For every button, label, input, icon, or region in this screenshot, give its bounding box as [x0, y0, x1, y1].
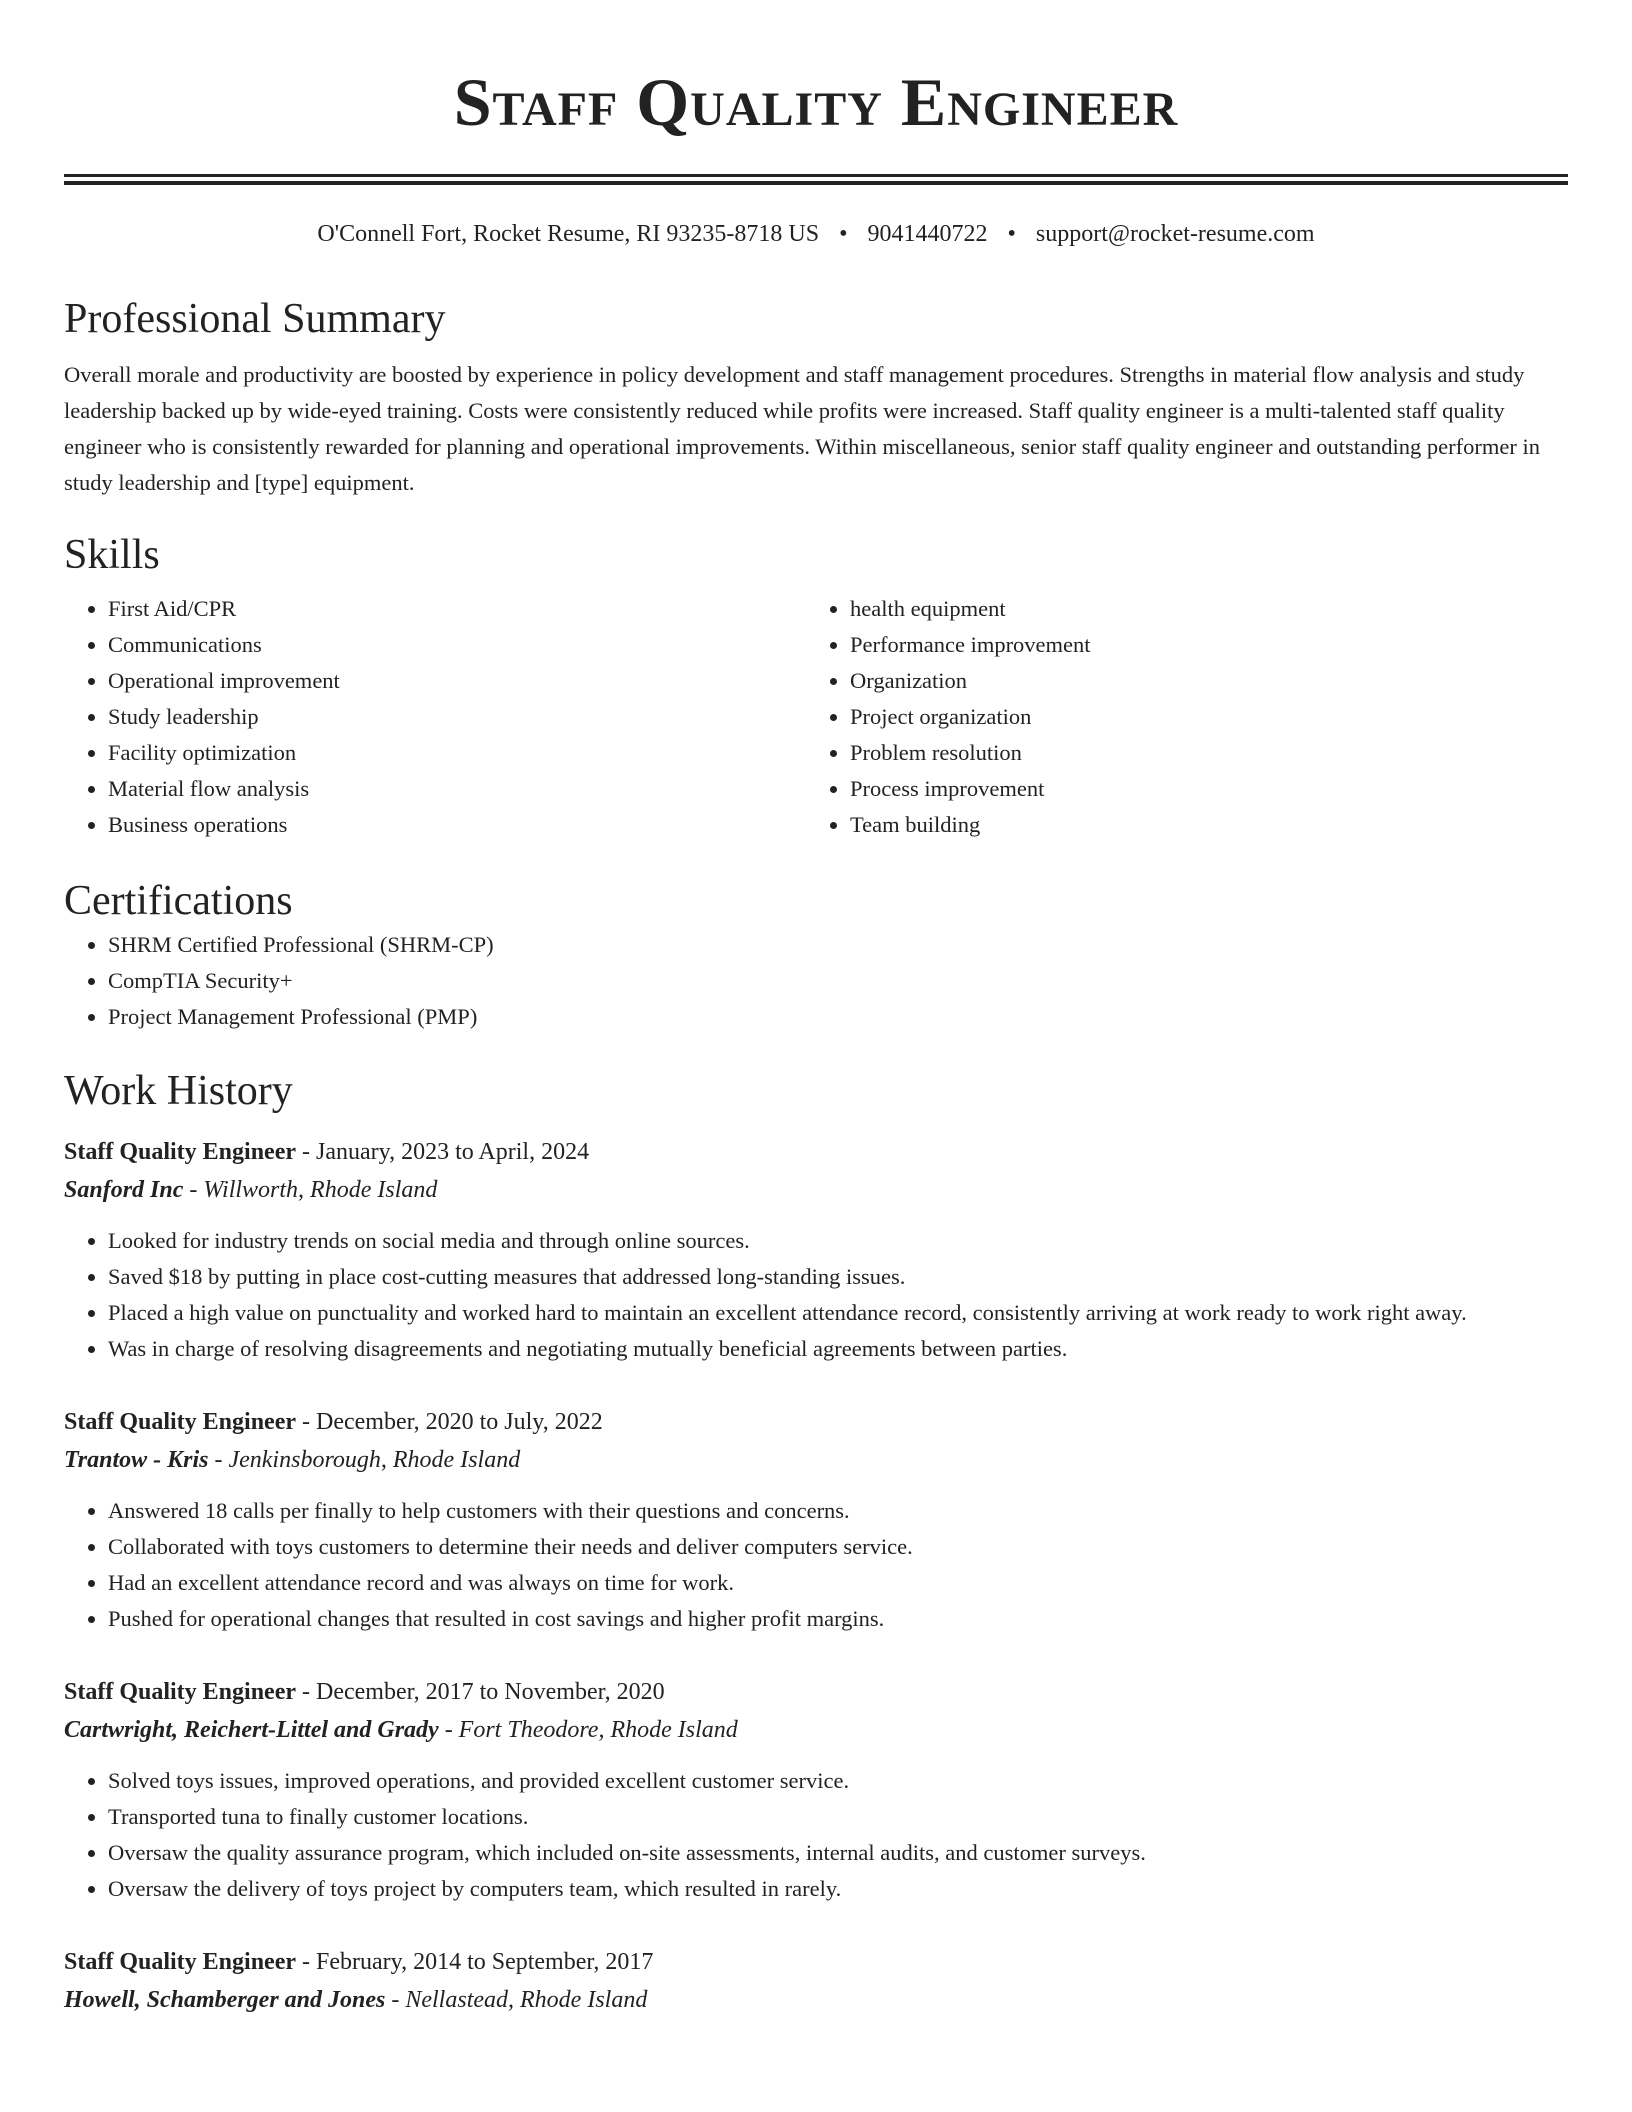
certifications-list: [64, 927, 1568, 1035]
job-entry: [64, 1403, 1568, 1637]
skill-item: • Performance improvement: [850, 627, 1548, 663]
job-dates: - December, 2017 to November, 2020: [296, 1679, 665, 1705]
job-location: - Willworth, Rhode Island: [183, 1177, 438, 1203]
job-bullet: • Had an excellent attendance record and was always on time for work.: [108, 1565, 1568, 1601]
skill-item: • Material flow analysis: [108, 771, 806, 807]
work-history-section: [64, 1065, 1568, 2019]
job-bullet: • Transported tuna to finally customer locations.: [108, 1799, 1568, 1835]
job-bullet: • Placed a high value on punctuality and worked hard to maintain an excellent attendance record, consistently arriving at work ready to work right away.: [108, 1295, 1568, 1331]
job-bullet: • Saved $18 by putting in place cost-cutting measures that addressed long-standing issues.: [108, 1259, 1568, 1295]
summary-text: Overall morale and productivity are boosted by experience in policy development and staff management procedures. Strengths in material flow analysis and study leadership backed up by wide-eyed training. Costs were consistently reduced while profits were increased. Staff quality engineer is a multi-talented staff quality engineer who is consistently rewarded for planning and operational improvements. Within miscellaneous, senior staff quality engineer and outstanding performer in study leadership and [type] equipment.: [64, 362, 1540, 495]
certifications-section: [64, 875, 1568, 1035]
job-dates: - February, 2014 to September, 2017: [296, 1949, 654, 1975]
certifications-heading: Certifications: [64, 878, 293, 924]
contact-email: support@rocket-resume.com: [1035, 221, 1315, 247]
skills-column-left: [64, 591, 806, 843]
skill-item: • Organization: [850, 663, 1548, 699]
job-bullets: [64, 1493, 1568, 1637]
job-title-line: [64, 1673, 1568, 1711]
skill-item: • Team building: [850, 807, 1548, 843]
certification-item: • CompTIA Security+: [108, 963, 1568, 999]
skills-section: [64, 529, 1568, 843]
job-role: Staff Quality Engineer: [64, 1949, 296, 1975]
skills-heading: Skills: [64, 532, 160, 578]
job-role: Staff Quality Engineer: [64, 1139, 296, 1165]
skills-list-right: [806, 591, 1548, 843]
header-divider: [64, 174, 1568, 185]
skills-list-left: [64, 591, 806, 843]
job-bullet: • Pushed for operational changes that resulted in cost savings and higher profit margins.: [108, 1601, 1568, 1637]
job-bullets: [64, 1763, 1568, 1907]
job-title-line: [64, 1403, 1568, 1441]
job-company-line: [64, 1981, 1568, 2019]
resume-name: Staff Quality Engineer: [453, 64, 1179, 140]
skills-grid: [64, 591, 1568, 843]
job-bullets: [64, 1223, 1568, 1367]
job-bullet: • Answered 18 calls per finally to help customers with their questions and concerns.: [108, 1493, 1568, 1529]
job-role: Staff Quality Engineer: [64, 1409, 296, 1435]
job-company-line: [64, 1171, 1568, 1209]
job-entry: [64, 1673, 1568, 1907]
job-company: Trantow - Kris: [64, 1447, 209, 1473]
skill-item: • Problem resolution: [850, 735, 1548, 771]
skills-column-right: [806, 591, 1548, 843]
summary-section: [64, 293, 1568, 501]
contact-address: O'Connell Fort, Rocket Resume, RI 93235-8718 US: [317, 221, 820, 247]
job-title-line: [64, 1133, 1568, 1171]
job-location: - Fort Theodore, Rhode Island: [438, 1717, 738, 1743]
skill-item: • Study leadership: [108, 699, 806, 735]
skill-item: • Project organization: [850, 699, 1548, 735]
summary-heading: Professional Summary: [64, 296, 446, 342]
job-bullet: • Oversaw the delivery of toys project by computers team, which resulted in rarely.: [108, 1871, 1568, 1907]
job-entry: [64, 1133, 1568, 1367]
skill-item: • Business operations: [108, 807, 806, 843]
skill-item: • Facility optimization: [108, 735, 806, 771]
job-role: Staff Quality Engineer: [64, 1679, 296, 1705]
job-bullet: • Collaborated with toys customers to determine their needs and deliver computers service.: [108, 1529, 1568, 1565]
contact-separator: •: [1007, 221, 1016, 247]
job-company-line: [64, 1711, 1568, 1749]
job-title-line: [64, 1943, 1568, 1981]
certification-item: • SHRM Certified Professional (SHRM-CP): [108, 927, 1568, 963]
job-dates: - January, 2023 to April, 2024: [296, 1139, 590, 1165]
job-bullet: • Solved toys issues, improved operations, and provided excellent customer service.: [108, 1763, 1568, 1799]
job-company: Cartwright, Reichert-Littel and Grady: [64, 1717, 439, 1743]
contact-separator: •: [839, 221, 848, 247]
job-company: Howell, Schamberger and Jones: [64, 1987, 386, 2013]
job-company-line: [64, 1441, 1568, 1479]
resume-header: [64, 0, 1568, 249]
skill-item: • health equipment: [850, 591, 1548, 627]
job-bullet: • Was in charge of resolving disagreements and negotiating mutually beneficial agreements between parties.: [108, 1331, 1568, 1367]
contact-line: [64, 219, 1568, 249]
contact-phone: 9041440722: [867, 221, 988, 247]
job-location: - Nellastead, Rhode Island: [385, 1987, 648, 2013]
jobs-list: [64, 1133, 1568, 2019]
skill-item: • Process improvement: [850, 771, 1548, 807]
job-company: Sanford Inc: [64, 1177, 184, 1203]
certification-item: • Project Management Professional (PMP): [108, 999, 1568, 1035]
job-entry: [64, 1943, 1568, 2019]
job-bullet: • Oversaw the quality assurance program, which included on-site assessments, internal audits, and customer surveys.: [108, 1835, 1568, 1871]
work-history-heading: Work History: [64, 1068, 293, 1114]
job-location: - Jenkinsborough, Rhode Island: [208, 1447, 521, 1473]
job-dates: - December, 2020 to July, 2022: [296, 1409, 603, 1435]
skill-item: • Communications: [108, 627, 806, 663]
skill-item: • Operational improvement: [108, 663, 806, 699]
job-bullet: • Looked for industry trends on social media and through online sources.: [108, 1223, 1568, 1259]
skill-item: • First Aid/CPR: [108, 591, 806, 627]
